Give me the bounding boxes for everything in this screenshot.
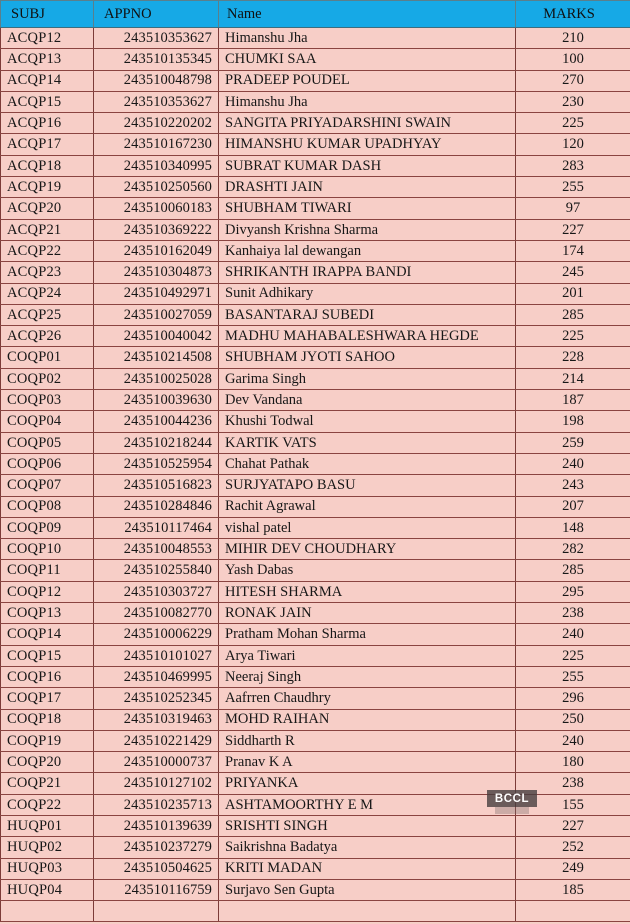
cell-appno: 243510353627 (94, 28, 219, 49)
cell-marks: 201 (516, 283, 630, 304)
cell-appno: 243510340995 (94, 155, 219, 176)
cell-subj: COQP16 (1, 666, 94, 687)
cell-clipped (516, 901, 630, 922)
cell-name: Surjavo Sen Gupta (219, 879, 516, 900)
cell-appno: 243510504625 (94, 858, 219, 879)
column-header-appno[interactable]: APPNO (94, 1, 219, 28)
cell-marks: 250 (516, 709, 630, 730)
cell-marks: 225 (516, 326, 630, 347)
cell-name: SURJYATAPO BASU (219, 475, 516, 496)
table-row[interactable] (1, 134, 630, 155)
cell-clipped (219, 901, 516, 922)
cell-appno: 243510040042 (94, 326, 219, 347)
cell-marks: 249 (516, 858, 630, 879)
cell-subj: COQP10 (1, 539, 94, 560)
table-row[interactable] (1, 368, 630, 389)
cell-appno: 243510044236 (94, 411, 219, 432)
table-row[interactable] (1, 70, 630, 91)
cell-appno: 243510082770 (94, 603, 219, 624)
table-row[interactable] (1, 560, 630, 581)
cell-subj: COQP19 (1, 730, 94, 751)
cell-marks: 238 (516, 773, 630, 794)
cell-name: Pratham Mohan Sharma (219, 624, 516, 645)
cell-marks: 295 (516, 581, 630, 602)
cell-subj: COQP07 (1, 475, 94, 496)
cell-marks: 225 (516, 645, 630, 666)
cell-subj: ACQP18 (1, 155, 94, 176)
table-row[interactable] (1, 496, 630, 517)
cell-subj: ACQP22 (1, 240, 94, 261)
cell-name: SHUBHAM TIWARI (219, 198, 516, 219)
cell-subj: COQP22 (1, 794, 94, 815)
cell-name: SHUBHAM JYOTI SAHOO (219, 347, 516, 368)
cell-marks: 285 (516, 560, 630, 581)
cell-subj: ACQP24 (1, 283, 94, 304)
cell-name: KRITI MADAN (219, 858, 516, 879)
cell-subj: COQP06 (1, 453, 94, 474)
cell-name: PRADEEP POUDEL (219, 70, 516, 91)
table-row[interactable] (1, 688, 630, 709)
table-row[interactable] (1, 773, 630, 794)
cell-appno: 243510006229 (94, 624, 219, 645)
cell-name: Arya Tiwari (219, 645, 516, 666)
cell-marks: 207 (516, 496, 630, 517)
cell-appno: 243510303727 (94, 581, 219, 602)
cell-appno: 243510516823 (94, 475, 219, 496)
cell-name: SUBRAT KUMAR DASH (219, 155, 516, 176)
cell-marks: 243 (516, 475, 630, 496)
cell-marks: 155 (516, 794, 630, 815)
cell-subj: COQP02 (1, 368, 94, 389)
cell-marks: 259 (516, 432, 630, 453)
cell-marks: 214 (516, 368, 630, 389)
cell-marks: 296 (516, 688, 630, 709)
cell-appno: 243510101027 (94, 645, 219, 666)
table-row[interactable] (1, 475, 630, 496)
table-header-row (1, 1, 630, 28)
cell-subj: ACQP13 (1, 49, 94, 70)
table-row[interactable] (1, 49, 630, 70)
cell-subj: ACQP15 (1, 91, 94, 112)
cell-subj: HUQP04 (1, 879, 94, 900)
cell-appno: 243510353627 (94, 91, 219, 112)
cell-name: SRISHTI SINGH (219, 815, 516, 836)
cell-subj: COQP12 (1, 581, 94, 602)
cell-subj: COQP17 (1, 688, 94, 709)
cell-appno: 243510039630 (94, 390, 219, 411)
cell-name: Pranav K A (219, 752, 516, 773)
table-row[interactable] (1, 794, 630, 815)
table-row[interactable] (1, 28, 630, 49)
cell-subj: COQP15 (1, 645, 94, 666)
table-row[interactable] (1, 603, 630, 624)
cell-subj: COQP20 (1, 752, 94, 773)
cell-name: Himanshu Jha (219, 91, 516, 112)
table-row[interactable] (1, 390, 630, 411)
cell-marks: 255 (516, 666, 630, 687)
cell-appno: 243510116759 (94, 879, 219, 900)
table-row[interactable] (1, 283, 630, 304)
cell-marks: 240 (516, 730, 630, 751)
cell-name: Saikrishna Badatya (219, 837, 516, 858)
cell-appno: 243510492971 (94, 283, 219, 304)
cell-name: Aafrren Chaudhry (219, 688, 516, 709)
cell-subj: ACQP23 (1, 262, 94, 283)
cell-name: Himanshu Jha (219, 28, 516, 49)
cell-name: Khushi Todwal (219, 411, 516, 432)
cell-marks: 148 (516, 517, 630, 538)
cell-name: Garima Singh (219, 368, 516, 389)
cell-marks: 187 (516, 390, 630, 411)
table-row[interactable] (1, 453, 630, 474)
cell-subj: ACQP16 (1, 113, 94, 134)
cell-name: MOHD RAIHAN (219, 709, 516, 730)
table-row[interactable] (1, 624, 630, 645)
table-row[interactable] (1, 709, 630, 730)
cell-name: HITESH SHARMA (219, 581, 516, 602)
cell-marks: 252 (516, 837, 630, 858)
cell-marks: 100 (516, 49, 630, 70)
cell-marks: 238 (516, 603, 630, 624)
cell-appno: 243510162049 (94, 240, 219, 261)
cell-appno: 243510237279 (94, 837, 219, 858)
cell-marks: 185 (516, 879, 630, 900)
cell-name: KARTIK VATS (219, 432, 516, 453)
cell-marks: 240 (516, 624, 630, 645)
table-row[interactable] (1, 326, 630, 347)
cell-subj: ACQP21 (1, 219, 94, 240)
table-row[interactable] (1, 666, 630, 687)
table-row-clipped (1, 901, 630, 922)
cell-appno: 243510000737 (94, 752, 219, 773)
table-row[interactable] (1, 432, 630, 453)
column-header-name[interactable]: Name (219, 1, 516, 28)
cell-marks: 210 (516, 28, 630, 49)
cell-appno: 243510284846 (94, 496, 219, 517)
cell-clipped (1, 901, 94, 922)
cell-subj: COQP14 (1, 624, 94, 645)
table-row[interactable] (1, 858, 630, 879)
cell-name: vishal patel (219, 517, 516, 538)
cell-subj: ACQP26 (1, 326, 94, 347)
cell-appno: 243510255840 (94, 560, 219, 581)
cell-appno: 243510139639 (94, 815, 219, 836)
cell-subj: ACQP14 (1, 70, 94, 91)
cell-subj: COQP08 (1, 496, 94, 517)
table-row[interactable] (1, 304, 630, 325)
cell-appno: 243510027059 (94, 304, 219, 325)
cell-marks: 180 (516, 752, 630, 773)
cell-subj: COQP01 (1, 347, 94, 368)
cell-subj: ACQP12 (1, 28, 94, 49)
cell-name: MADHU MAHABALESHWARA HEGDE (219, 326, 516, 347)
cell-name: Siddharth R (219, 730, 516, 751)
cell-name: Neeraj Singh (219, 666, 516, 687)
cell-name: Yash Dabas (219, 560, 516, 581)
cell-subj: HUQP02 (1, 837, 94, 858)
cell-appno: 243510250560 (94, 177, 219, 198)
cell-appno: 243510235713 (94, 794, 219, 815)
cell-subj: COQP21 (1, 773, 94, 794)
cell-name: CHUMKI SAA (219, 49, 516, 70)
cell-marks: 285 (516, 304, 630, 325)
table-row[interactable] (1, 645, 630, 666)
cell-subj: COQP03 (1, 390, 94, 411)
cell-name: Chahat Pathak (219, 453, 516, 474)
cell-name: Sunit Adhikary (219, 283, 516, 304)
table-row[interactable] (1, 91, 630, 112)
cell-subj: ACQP17 (1, 134, 94, 155)
cell-name: SANGITA PRIYADARSHINI SWAIN (219, 113, 516, 134)
cell-appno: 243510048553 (94, 539, 219, 560)
cell-appno: 243510167230 (94, 134, 219, 155)
table-row[interactable] (1, 581, 630, 602)
table-row[interactable] (1, 815, 630, 836)
cell-marks: 255 (516, 177, 630, 198)
cell-marks: 228 (516, 347, 630, 368)
cell-marks: 227 (516, 815, 630, 836)
cell-marks: 230 (516, 91, 630, 112)
cell-appno: 243510221429 (94, 730, 219, 751)
cell-appno: 243510048798 (94, 70, 219, 91)
table-row[interactable] (1, 730, 630, 751)
cell-subj: ACQP19 (1, 177, 94, 198)
table-row[interactable] (1, 198, 630, 219)
table-row[interactable] (1, 347, 630, 368)
cell-appno: 243510214508 (94, 347, 219, 368)
cell-subj: COQP04 (1, 411, 94, 432)
cell-name: PRIYANKA (219, 773, 516, 794)
cell-appno: 243510117464 (94, 517, 219, 538)
cell-appno: 243510220202 (94, 113, 219, 134)
cell-name: ASHTAMOORTHY E M (219, 794, 516, 815)
cell-appno: 243510525954 (94, 453, 219, 474)
table-row[interactable] (1, 539, 630, 560)
cell-appno: 243510127102 (94, 773, 219, 794)
cell-subj: COQP05 (1, 432, 94, 453)
cell-subj: COQP11 (1, 560, 94, 581)
cell-subj: ACQP20 (1, 198, 94, 219)
cell-subj: HUQP03 (1, 858, 94, 879)
table-row[interactable] (1, 240, 630, 261)
cell-name: Kanhaiya lal dewangan (219, 240, 516, 261)
cell-marks: 120 (516, 134, 630, 155)
table-row[interactable] (1, 517, 630, 538)
table-row[interactable] (1, 837, 630, 858)
cell-name: MIHIR DEV CHOUDHARY (219, 539, 516, 560)
cell-name: Divyansh Krishna Sharma (219, 219, 516, 240)
table-body (1, 28, 630, 922)
cell-appno: 243510060183 (94, 198, 219, 219)
cell-marks: 283 (516, 155, 630, 176)
column-header-marks[interactable]: MARKS (516, 1, 630, 28)
table-row[interactable] (1, 177, 630, 198)
cell-name: Rachit Agrawal (219, 496, 516, 517)
cell-name: SHRIKANTH IRAPPA BANDI (219, 262, 516, 283)
cell-appno: 243510469995 (94, 666, 219, 687)
cell-appno: 243510304873 (94, 262, 219, 283)
table-row[interactable] (1, 411, 630, 432)
column-header-subj[interactable]: SUBJ (1, 1, 94, 28)
cell-clipped (94, 901, 219, 922)
cell-marks: 240 (516, 453, 630, 474)
cell-appno: 243510135345 (94, 49, 219, 70)
cell-subj: HUQP01 (1, 815, 94, 836)
table-row[interactable] (1, 155, 630, 176)
cell-name: RONAK JAIN (219, 603, 516, 624)
cell-subj: COQP18 (1, 709, 94, 730)
cell-marks: 174 (516, 240, 630, 261)
cell-name: DRASHTI JAIN (219, 177, 516, 198)
cell-name: HIMANSHU KUMAR UPADHYAY (219, 134, 516, 155)
table-row[interactable] (1, 879, 630, 900)
cell-appno: 243510319463 (94, 709, 219, 730)
cell-appno: 243510252345 (94, 688, 219, 709)
cell-marks: 97 (516, 198, 630, 219)
cell-subj: ACQP25 (1, 304, 94, 325)
cell-appno: 243510218244 (94, 432, 219, 453)
cell-appno: 243510369222 (94, 219, 219, 240)
cell-marks: 225 (516, 113, 630, 134)
bccl-watermark: BCCL (487, 790, 537, 807)
cell-marks: 270 (516, 70, 630, 91)
cell-marks: 198 (516, 411, 630, 432)
table-header (1, 1, 630, 28)
cell-name: Dev Vandana (219, 390, 516, 411)
cell-appno: 243510025028 (94, 368, 219, 389)
table-row[interactable] (1, 752, 630, 773)
cell-subj: COQP09 (1, 517, 94, 538)
cell-marks: 227 (516, 219, 630, 240)
cell-subj: COQP13 (1, 603, 94, 624)
table-row[interactable] (1, 219, 630, 240)
table-row[interactable] (1, 113, 630, 134)
cell-marks: 282 (516, 539, 630, 560)
table-row[interactable] (1, 262, 630, 283)
cell-marks: 245 (516, 262, 630, 283)
cell-name: BASANTARAJ SUBEDI (219, 304, 516, 325)
